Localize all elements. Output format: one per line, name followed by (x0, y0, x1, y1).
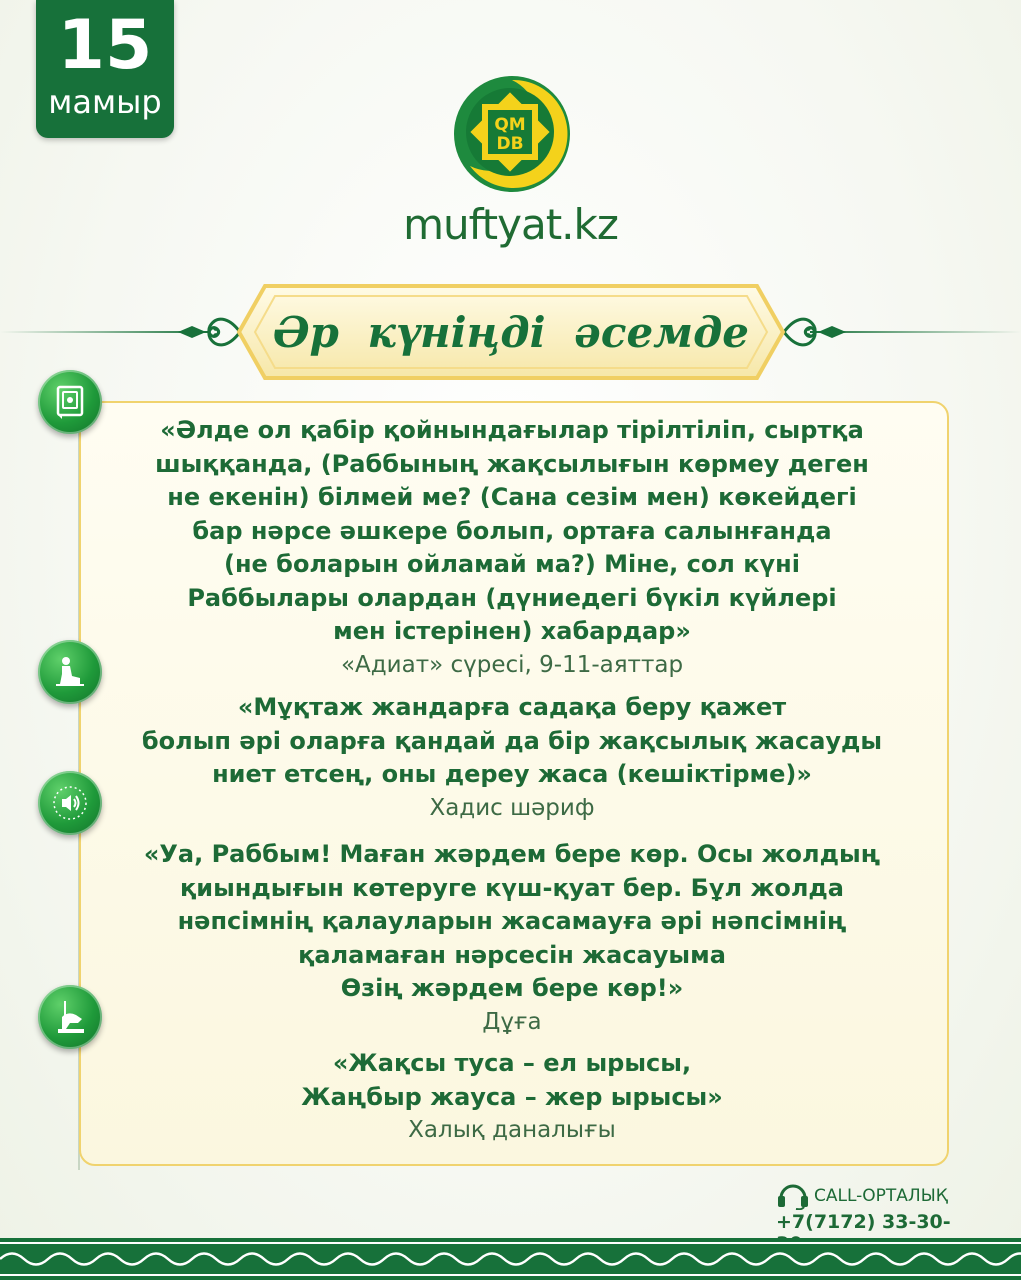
quran-book-icon (52, 384, 88, 420)
quote-block-4 (100, 1047, 924, 1146)
banner-title: Әр күніңді әсемде (272, 308, 750, 357)
quote-block-3 (100, 838, 924, 1038)
quote-text: «Уа, Раббым! Маған жәрдем бере көр. Осы жолдың қиындығын көтеруге күш-қуат бер. Бұл жолда нәпсімнің қалауларын жасамауға әрі нәпсімнің қаламаған нәрсесін жасауыма Өзің жәрдем бере көр!» (143, 840, 881, 1002)
quran-badge (38, 370, 102, 434)
quote-text: «Әлде ол қабір қойнындағылар тірілтіліп, сыртқа шыққанда, (Раббының жақсылығын көрмеу деген не екенін) білмей ме? (Сана сезім мен) көкейдегі бар нәрсе әшкере болып, ортаға салынғанда (не боларын ойламай ма?) Міне, сол күні Раббылары олардан (дүниедегі бүкіл күйлері мен істерінен) хабардар» (155, 416, 869, 645)
speaker-icon (52, 785, 88, 821)
ornament-left-icon (170, 306, 240, 358)
praying-person-icon (52, 654, 88, 690)
quote-source: Дұға (482, 1008, 542, 1035)
quote-source: Халық даналығы (408, 1117, 616, 1143)
footer-ornament (0, 1238, 1021, 1280)
quote-block-1 (100, 414, 924, 681)
date-badge (36, 0, 174, 138)
quote-text: «Мұқтаж жандарға садақа беру қажет болып әрі оларға қандай да бір жақсылық жасауды ниет етсең, оны дереу жаса (кешіктірме)» (141, 693, 883, 788)
ornament-right-icon (784, 306, 854, 358)
call-center-phone: +7(7172) 33-30- (776, 1211, 951, 1233)
quote-block-2 (100, 691, 924, 824)
audio-badge (38, 771, 102, 835)
quote-source: «Адиат» сүресі, 9-11-аяттар (340, 651, 684, 678)
date-month: мамыр (48, 83, 162, 121)
site-name: muftyat.kz (403, 200, 618, 249)
quote-source: Хадис шәриф (429, 794, 595, 821)
horseman-monument-icon (52, 999, 88, 1035)
svg-text:DB: DB (496, 134, 524, 154)
date-day: 15 (57, 6, 153, 85)
prayer-badge (38, 640, 102, 704)
headset-icon (776, 1180, 810, 1210)
muftyat-logo (452, 74, 572, 194)
monument-badge (38, 985, 102, 1049)
call-center (776, 1178, 976, 1234)
call-center-label: CALL-ОРТАЛЫҚ (814, 1186, 948, 1206)
quote-text: «Жақсы туса – ел ырысы, Жаңбыр жауса – жер ырысы» (301, 1049, 723, 1111)
svg-text:QM: QM (494, 115, 526, 135)
